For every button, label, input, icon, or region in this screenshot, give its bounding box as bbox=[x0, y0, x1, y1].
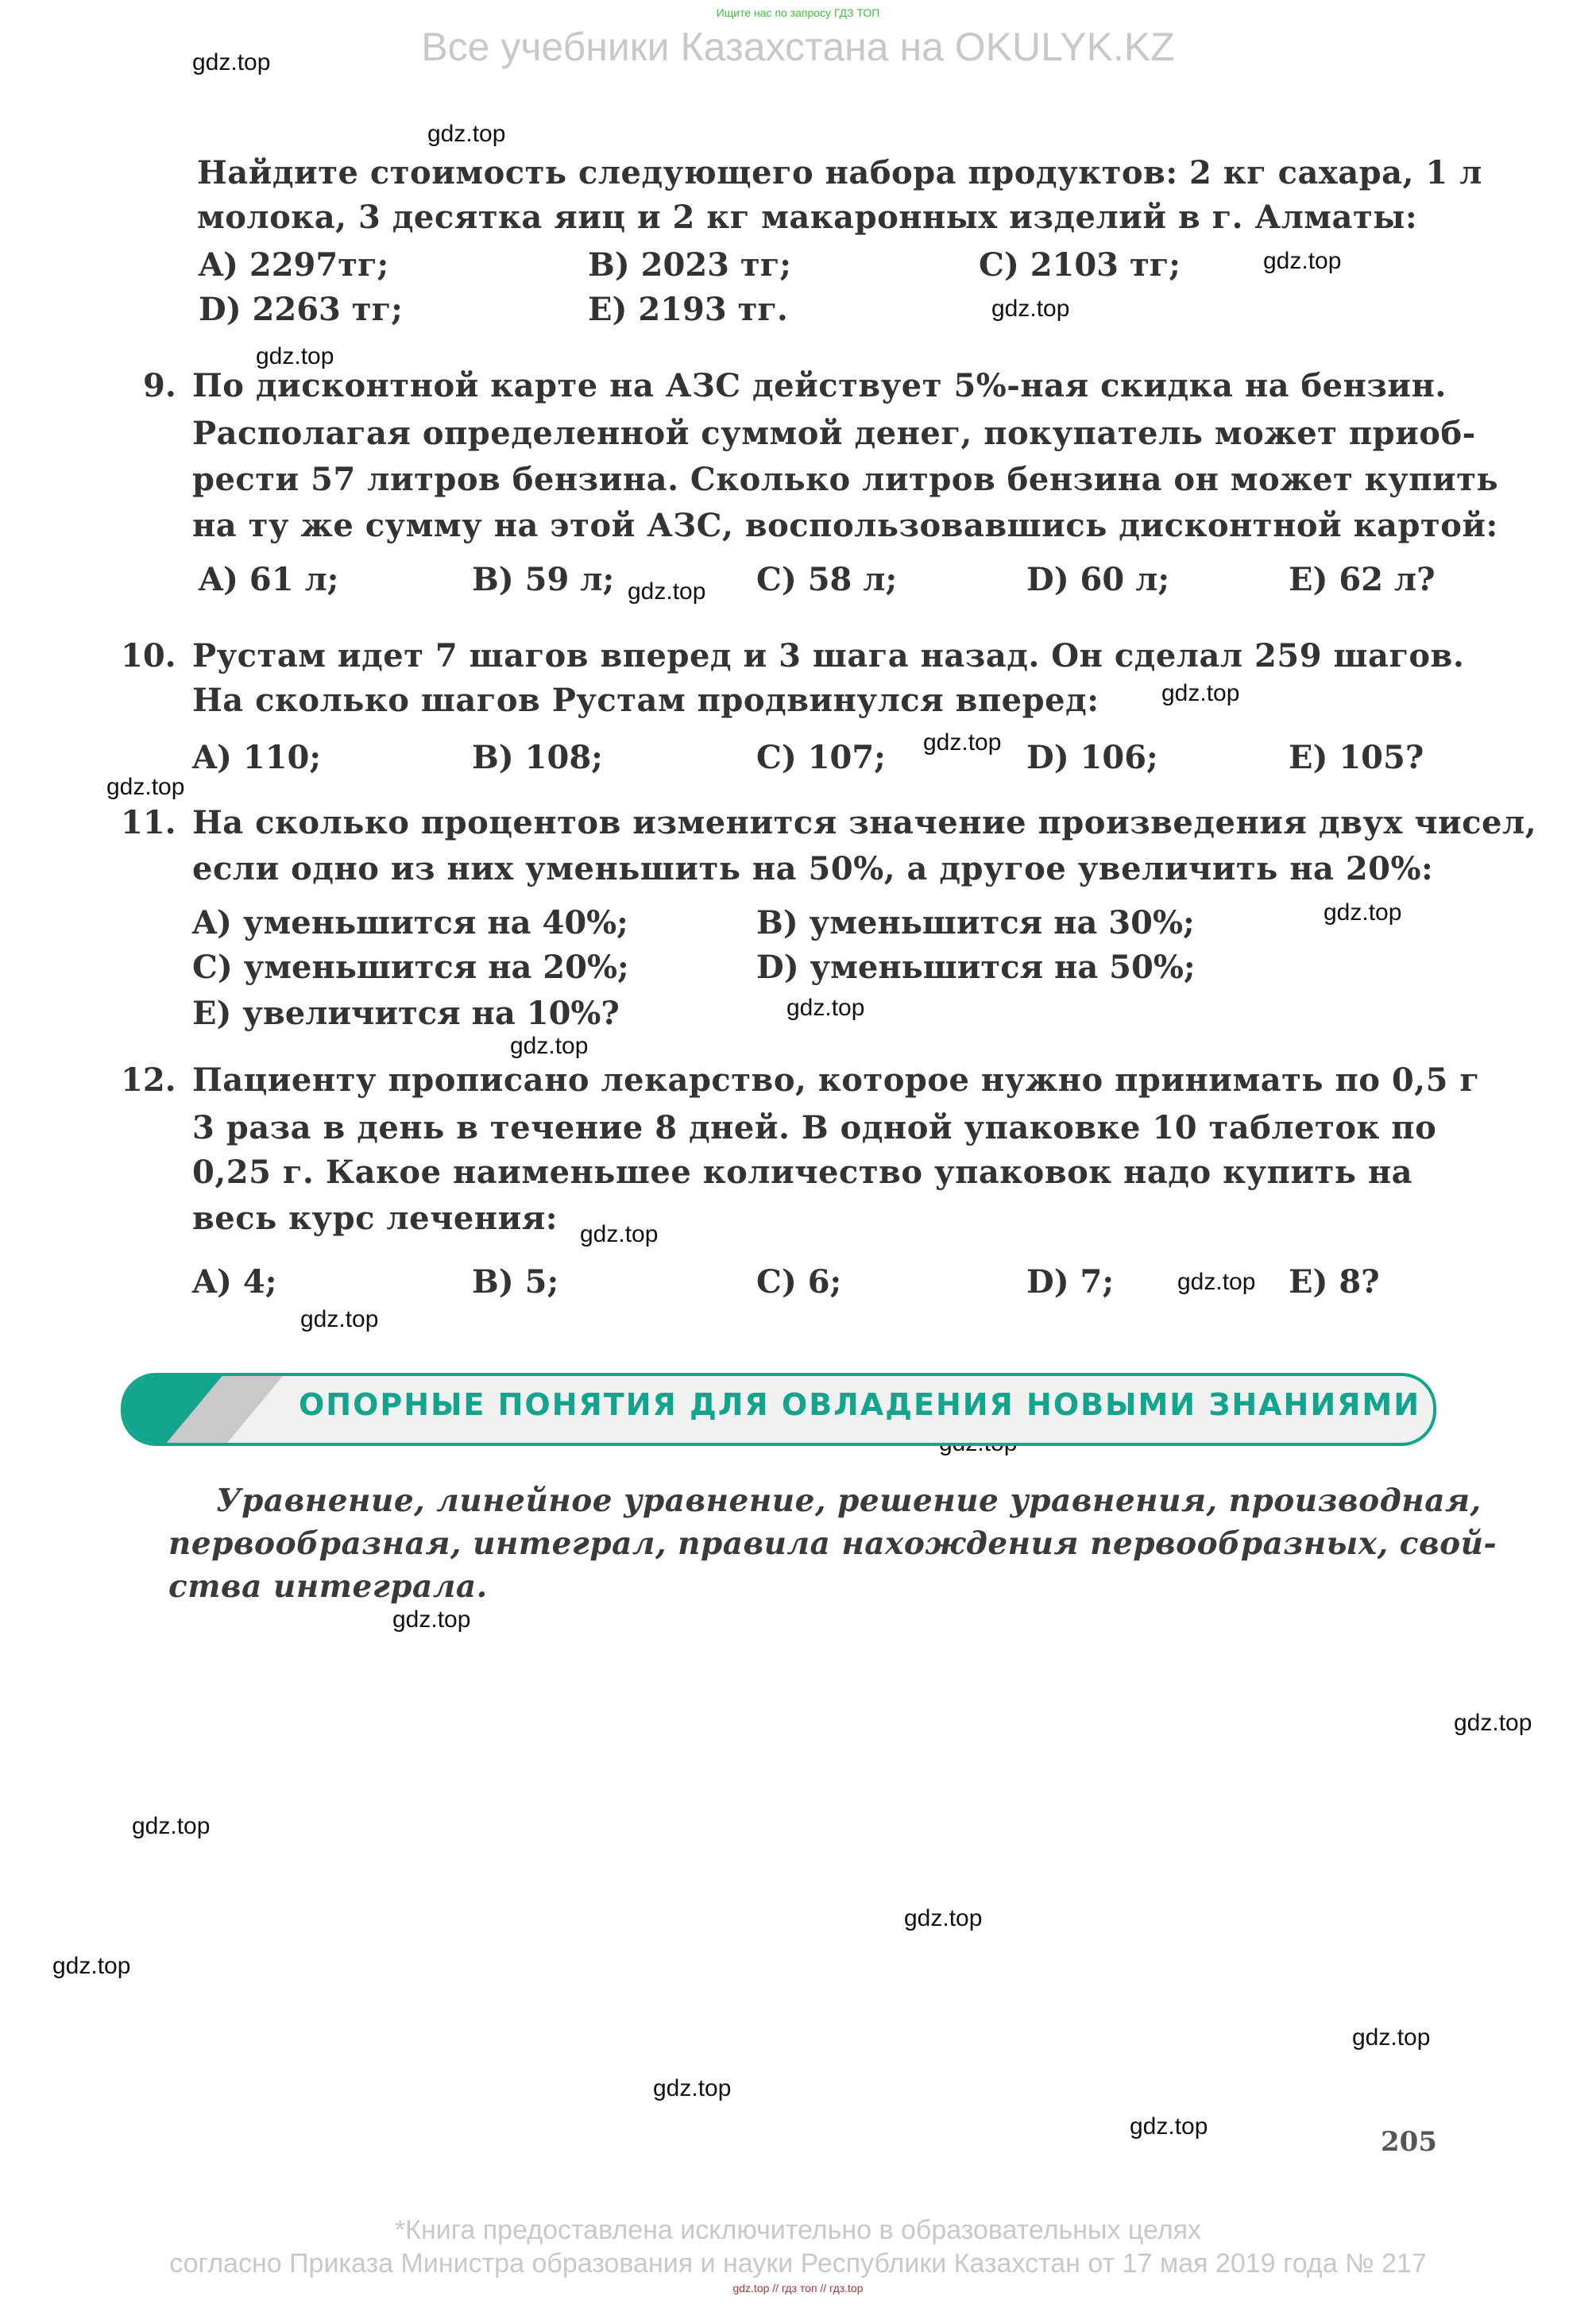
q12-text-line: 0,25 г. Какое наименьшее количество упаковок надо купить на bbox=[192, 1154, 1413, 1191]
q9-number: 9. bbox=[143, 367, 176, 404]
footer-watermark-links: gdz.top // гдз топ // гдз.top bbox=[732, 2282, 864, 2294]
q9-option-e: E) 62 л? bbox=[1289, 561, 1436, 598]
q10-option-d: D) 106; bbox=[1026, 739, 1158, 776]
q10-option-b: B) 108; bbox=[472, 739, 603, 776]
q9-text-line: По дисконтной карте на АЗС действует 5%-ная скидка на бензин. bbox=[192, 367, 1447, 404]
q12-number: 12. bbox=[121, 1061, 176, 1099]
q9-option-c: C) 58 л; bbox=[756, 561, 898, 598]
watermark: gdz.top bbox=[427, 121, 506, 147]
q12-text-line: 3 раза в день в течение 8 дней. В одной упаковке 10 таблеток по bbox=[192, 1109, 1437, 1146]
q11-option-d: D) уменьшится на 50%; bbox=[756, 949, 1196, 986]
q8-option-e: E) 2193 тг. bbox=[588, 291, 788, 328]
q9-text-line: рести 57 литров бензина. Сколько литров бензина он может купить bbox=[192, 461, 1499, 498]
q11-option-a: A) уменьшится на 40%; bbox=[192, 904, 628, 941]
watermark: gdz.top bbox=[256, 343, 334, 369]
watermark: gdz.top bbox=[991, 296, 1070, 322]
q8-option-a: A) 2297тг; bbox=[199, 246, 389, 284]
section-title: ОПОРНЫЕ ПОНЯТИЯ ДЛЯ ОВЛАДЕНИЯ НОВЫМИ ЗНАНИЯМИ bbox=[299, 1387, 1421, 1422]
site-banner: Все учебники Казахстана на OKULYK.KZ bbox=[421, 25, 1175, 69]
watermark: gdz.top bbox=[132, 1813, 211, 1839]
watermark: gdz.top bbox=[392, 1606, 471, 1633]
footer-disclaimer-line2: согласно Приказа Министра образования и науки Республики Казахстан от 17 мая 2019 года № 217 bbox=[169, 2248, 1427, 2279]
watermark: gdz.top bbox=[1454, 1710, 1532, 1736]
q9-option-a: A) 61 л; bbox=[199, 561, 339, 598]
watermark: gdz.top bbox=[510, 1033, 589, 1059]
q10-text-line: На сколько шагов Рустам продвинулся вперед: bbox=[192, 682, 1099, 719]
watermark: gdz.top bbox=[904, 1905, 983, 1931]
watermark: gdz.top bbox=[1352, 2024, 1431, 2051]
q11-text-line: если одно из них уменьшить на 50%, а другое увеличить на 20%: bbox=[192, 850, 1434, 887]
q12-option-b: B) 5; bbox=[472, 1263, 559, 1301]
q12-text-line: весь курс лечения: bbox=[192, 1200, 558, 1237]
watermark: gdz.top bbox=[1177, 1269, 1256, 1295]
q12-text-line: Пациенту прописано лекарство, которое нужно принимать по 0,5 г bbox=[192, 1061, 1480, 1099]
page-number: 205 bbox=[1381, 2126, 1437, 2158]
q10-option-e: E) 105? bbox=[1289, 739, 1424, 776]
watermark: gdz.top bbox=[300, 1306, 379, 1332]
key-concepts-line: ства интеграла. bbox=[168, 1568, 488, 1605]
q10-number: 10. bbox=[121, 637, 176, 675]
search-hint-note: Ищите нас по запросу ГДЗ ТОП bbox=[716, 6, 880, 19]
watermark: gdz.top bbox=[580, 1221, 659, 1247]
watermark: gdz.top bbox=[1161, 680, 1240, 706]
footer-disclaimer-line1: *Книга предоставлена исключительно в образовательных целях bbox=[394, 2215, 1202, 2245]
watermark: gdz.top bbox=[192, 49, 271, 75]
q11-option-b: B) уменьшится на 30%; bbox=[756, 904, 1195, 941]
q9-option-d: D) 60 л; bbox=[1026, 561, 1170, 598]
q12-option-c: C) 6; bbox=[756, 1263, 842, 1301]
q8-option-b: B) 2023 тг; bbox=[588, 246, 791, 284]
watermark: gdz.top bbox=[653, 2075, 732, 2101]
watermark: gdz.top bbox=[786, 995, 865, 1021]
watermark: gdz.top bbox=[1263, 248, 1342, 274]
watermark: gdz.top bbox=[1130, 2113, 1208, 2140]
q10-option-c: C) 107; bbox=[756, 739, 886, 776]
section-banner bbox=[121, 1373, 1436, 1446]
watermark: gdz.top bbox=[923, 729, 1002, 756]
watermark: gdz.top bbox=[106, 774, 185, 800]
q9-text-line: на ту же сумму на этой АЗС, воспользовавшись дисконтной картой: bbox=[192, 507, 1498, 544]
watermark: gdz.top bbox=[52, 1953, 131, 1979]
q11-option-e: E) увеличится на 10%? bbox=[192, 995, 620, 1032]
q10-text-line: Рустам идет 7 шагов вперед и 3 шага назад. Он сделал 259 шагов. bbox=[192, 637, 1465, 675]
watermark: gdz.top bbox=[1324, 899, 1402, 926]
q11-option-c: C) уменьшится на 20%; bbox=[192, 949, 629, 986]
q11-number: 11. bbox=[121, 804, 176, 841]
q10-option-a: A) 110; bbox=[192, 739, 322, 776]
q8-text-line: молока, 3 десятка яиц и 2 кг макаронных изделий в г. Алматы: bbox=[197, 199, 1418, 236]
watermark: gdz.top bbox=[628, 578, 706, 605]
q8-option-d: D) 2263 тг; bbox=[199, 291, 403, 328]
q8-option-c: C) 2103 тг; bbox=[979, 246, 1181, 284]
q12-option-a: A) 4; bbox=[192, 1263, 277, 1301]
key-concepts-line: Уравнение, линейное уравнение, решение уравнения, производная, bbox=[216, 1483, 1482, 1519]
q12-option-d: D) 7; bbox=[1026, 1263, 1115, 1301]
q8-text-line: Найдите стоимость следующего набора продуктов: 2 кг сахара, 1 л bbox=[197, 154, 1482, 191]
q9-text-line: Располагая определенной суммой денег, покупатель может приоб- bbox=[192, 415, 1476, 452]
q9-option-b: B) 59 л; bbox=[472, 561, 615, 598]
q11-text-line: На сколько процентов изменится значение произведения двух чисел, bbox=[192, 804, 1537, 841]
key-concepts-line: первообразная, интеграл, правила нахождения первообразных, свой- bbox=[168, 1525, 1497, 1562]
q12-option-e: E) 8? bbox=[1289, 1263, 1380, 1301]
